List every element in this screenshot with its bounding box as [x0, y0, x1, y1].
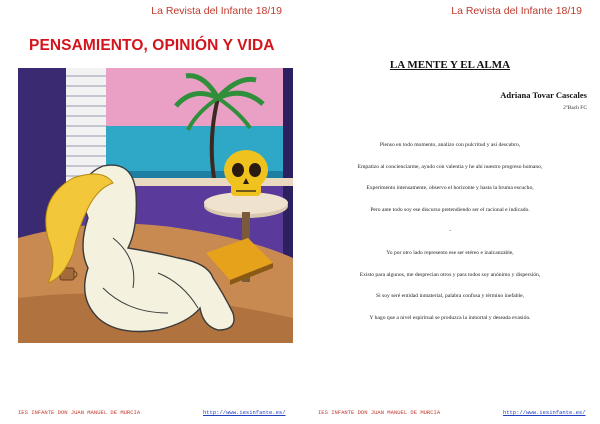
footer-url-link[interactable]: http://www.iesinfante.es/ [503, 409, 586, 416]
stanza-separator: - [449, 228, 451, 235]
poem-line: Si soy seré entidad inmaterial, palabra confusa y término inefable, [375, 293, 525, 300]
right-page [300, 0, 600, 424]
author-name: Adriana Tovar Cascales [500, 90, 587, 100]
poem-line: Experimento intensamente, observo el horizonte y hasta la bruma escucho, [366, 185, 534, 192]
running-header: La Revista del Infante 18/19 [451, 5, 582, 17]
poem-line: Pero ante todo soy ese discurso pretendiendo ser el racional e indicado. [370, 206, 530, 213]
running-header: La Revista del Infante 18/19 [151, 5, 282, 17]
poem-line: Yo por otro lado represento ese ser etéreo e inalcanzable, [386, 249, 514, 256]
footer-school: IES INFANTE DON JUAN MANUEL DE MURCIA [18, 409, 141, 416]
poem-line: Y hago que a nivel espiritual se produzca la inmortal y deseada evasión. [369, 314, 531, 321]
section-title: PENSAMIENTO, OPINIÓN Y VIDA [29, 37, 275, 54]
cover-painting [18, 68, 293, 343]
poem-line: Pienso en todo momento, analizo con pulcritud y así descubro, [379, 142, 521, 148]
poem-line: Existo para algunos, me desprecian otros y para todos soy anónimo y dispersión, [359, 271, 541, 278]
footer-url-link[interactable]: http://www.iesinfante.es/ [203, 409, 286, 416]
article-title: LA MENTE Y EL ALMA [389, 59, 511, 71]
footer-school: IES INFANTE DON JUAN MANUEL DE MURCIA [318, 409, 441, 416]
poem [314, 141, 586, 335]
author-class: 2ºBach FC [563, 105, 587, 111]
poem-line: Empatizo al concienciarme, ayudo con valentía y he ahí nuestro progreso humano, [357, 163, 543, 170]
